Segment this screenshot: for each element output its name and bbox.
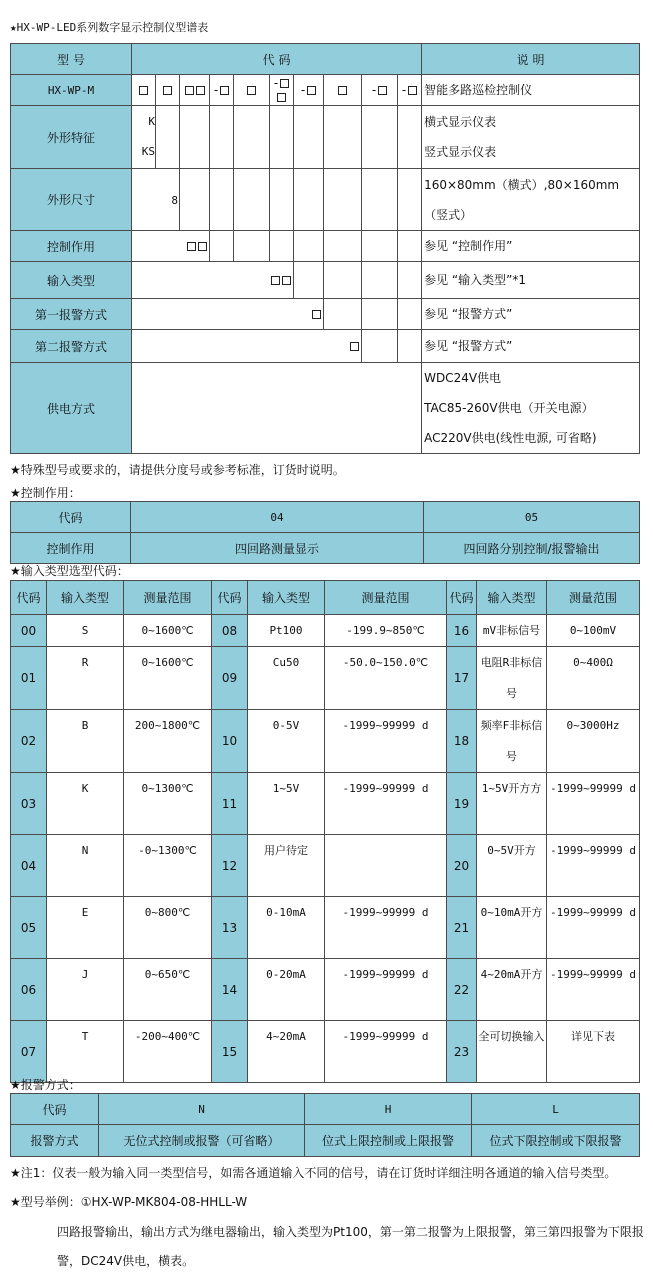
input-code-cell: 06 [11,959,47,1021]
power-option-dc24v: WDC24V供电 [424,371,502,385]
control-code-05: 05 [424,502,640,533]
input-type-cell: 0-10mA [248,897,325,959]
code-box-7: - [294,75,324,106]
alarm1-label: 第一报警方式 [11,299,132,330]
input-type-cell: J [47,959,124,1021]
input-type-label: 输入类型 [11,262,132,299]
input-range-cell: -1999~99999 d [547,959,640,1021]
input-code-cell: 23 [447,1021,477,1083]
th-code-1: 代码 [11,581,47,615]
th-type-1: 输入类型 [47,581,124,615]
code-box-2 [156,75,180,106]
control-action-05: 四回路分别控制/报警输出 [424,533,640,564]
alarm2-code [132,330,362,363]
input-range-cell: 0~3000Hz [547,710,640,773]
code-box-1 [132,75,156,106]
input-code-cell: 15 [212,1021,248,1083]
input-range-cell: 200~1800℃ [124,710,212,773]
control-action-label: 控制作用 [11,231,132,262]
input-range-cell: 0~400Ω [547,647,640,710]
input-type-cell: S [47,615,124,647]
input-code-cell: 21 [447,897,477,959]
alarm-code-l: L [472,1094,640,1125]
control-action-04: 四回路测量显示 [131,533,424,564]
example-text: 四路报警输出，输出方式为继电器输出，输入类型为Pt100，第一第二报警为上限报警，第三第四报警为下限报警，DC24V供电，横表。 [57,1225,644,1268]
input-range-cell: 0~1600℃ [124,647,212,710]
input-table-row [11,647,640,710]
input-range-cell: 0~100mV [547,615,640,647]
alarm-mode-table [10,1093,640,1157]
page-title: ★HX-WP-LED系列数字显示控制仪型谱表 [10,21,209,34]
shape-desc-horizontal: 横式显示仪表 [424,115,497,129]
input-type-cell: B [47,710,124,773]
alarm-mode-n: 无位式控制或报警（可省略） [99,1125,305,1157]
code-box-3 [180,75,210,106]
input-code-cell: 16 [447,615,477,647]
input-table-row [11,615,640,647]
input-section-title: ★输入类型选型代码： [10,564,129,578]
th-range-2: 测量范围 [325,581,447,615]
input-type-cell: K [47,773,124,835]
input-code-cell: 13 [212,897,248,959]
control-action-table [10,501,640,564]
shape-code-k: K [148,115,155,128]
input-type-cell: 0~5V开方 [477,835,547,897]
input-type-cell: Cu50 [248,647,325,710]
power-options [422,363,640,454]
shape-feature-label: 外形特征 [11,106,132,169]
shape-desc-vertical: 竖式显示仪表 [424,145,497,159]
code-box-4: - [210,75,234,106]
input-range-cell: -1999~99999 d [547,835,640,897]
input-type-desc: 参见 “输入类型”*1 [422,262,640,299]
alarm1-code [132,299,324,330]
input-range-cell [325,835,447,897]
control-action-header: 控制作用 [11,533,131,564]
input-code-cell: 22 [447,959,477,1021]
alarm2-label: 第二报警方式 [11,330,132,363]
shape-size-desc: 160×80mm（横式）,80×160mm（竖式） [422,169,640,231]
input-range-cell: -200~400℃ [124,1021,212,1083]
shape-feature-codes [132,106,156,169]
input-code-cell: 00 [11,615,47,647]
input-code-cell: 02 [11,710,47,773]
input-table-row [11,835,640,897]
alarm1-desc: 参见 “报警方式” [422,299,640,330]
shape-size-code-cell [132,169,180,231]
control-code-header: 代码 [11,502,131,533]
input-type-cell: 用户待定 [248,835,325,897]
input-range-cell: 0~1300℃ [124,773,212,835]
input-code-cell: 12 [212,835,248,897]
input-code-cell: 17 [447,647,477,710]
alarm-mode-header: 报警方式 [11,1125,99,1157]
th-type-2: 输入类型 [248,581,325,615]
th-range-1: 测量范围 [124,581,212,615]
input-range-cell: -1999~99999 d [325,773,447,835]
input-range-cell: 0~1600℃ [124,615,212,647]
input-range-cell: -1999~99999 d [547,773,640,835]
code-box-8 [324,75,362,106]
input-type-cell: 0-5V [248,710,325,773]
th-code-3: 代码 [447,581,477,615]
input-table-row [11,1021,640,1083]
shape-size-code: 8 [171,193,178,207]
input-range-cell: 0~650℃ [124,959,212,1021]
input-type-rows [11,615,640,1083]
input-type-cell: 4~20mA [248,1021,325,1083]
code-box-5 [234,75,270,106]
code-box-10: - [398,75,422,106]
input-type-cell: Pt100 [248,615,325,647]
input-code-cell: 14 [212,959,248,1021]
code-box-9: - [362,75,398,106]
alarm-mode-l: 位式下限控制或下限报警 [472,1125,640,1157]
input-table-row [11,959,640,1021]
control-action-code [132,231,210,262]
input-code-cell: 07 [11,1021,47,1083]
shape-code-ks: KS [141,145,155,158]
input-type-cell: mV非标信号 [477,615,547,647]
power-option-ac85-260v: TAC85-260V供电（开关电源） [424,401,594,415]
th-type-3: 输入类型 [477,581,547,615]
input-type-cell: E [47,897,124,959]
special-note: ★特殊型号或要求的，请提供分度号或参考标准，订货时说明。 [10,463,345,477]
input-type-cell: 0-20mA [248,959,325,1021]
input-type-code [132,262,294,299]
model-name: HX-WP-M [11,75,132,106]
control-section-title: ★控制作用： [10,486,81,500]
shape-feature-desc [422,106,640,169]
model-desc: 智能多路巡检控制仪 [422,75,640,106]
alarm-code-header: 代码 [11,1094,99,1125]
input-range-cell: -199.9~850℃ [325,615,447,647]
input-type-cell: 4~20mA开方 [477,959,547,1021]
input-type-cell: 1~5V开方方 [477,773,547,835]
header-code: 代 码 [132,44,422,75]
input-range-cell: -50.0~150.0℃ [325,647,447,710]
power-option-ac220v: AC220V供电(线性电源, 可省略) [424,431,597,445]
example-title: ★型号举例：①HX-WP-MK804-08-HHLL-W [10,1195,248,1209]
input-type-cell: T [47,1021,124,1083]
input-type-cell: N [47,835,124,897]
input-table-row [11,710,640,773]
input-range-cell: -1999~99999 d [325,959,447,1021]
alarm2-desc: 参见 “报警方式” [422,330,640,363]
note-1: ★注1：仪表一般为输入同一类型信号，如需各通道输入不同的信号，请在订货时详细注明各通道的输入信号类型。 [10,1166,617,1180]
alarm-code-h: H [305,1094,472,1125]
input-code-cell: 09 [212,647,248,710]
input-table-row [11,773,640,835]
header-desc: 说 明 [422,44,640,75]
shape-size-label: 外形尺寸 [11,169,132,231]
th-range-3: 测量范围 [547,581,640,615]
model-spectrum-table [10,43,640,454]
input-code-cell: 11 [212,773,248,835]
code-box-6: - [270,75,294,106]
input-type-cell: 0~10mA开方 [477,897,547,959]
input-range-cell: -1999~99999 d [547,897,640,959]
input-table-row [11,897,640,959]
alarm-section-title: ★报警方式： [10,1078,81,1092]
input-code-cell: 10 [212,710,248,773]
control-code-04: 04 [131,502,424,533]
input-type-table [10,580,640,1083]
input-code-cell: 19 [447,773,477,835]
power-label: 供电方式 [11,363,132,454]
input-range-cell: -1999~99999 d [325,1021,447,1083]
header-model: 型 号 [11,44,132,75]
input-type-cell: R [47,647,124,710]
input-range-cell: -0~1300℃ [124,835,212,897]
input-range-cell: -1999~99999 d [325,710,447,773]
input-range-cell: 0~800℃ [124,897,212,959]
input-code-cell: 20 [447,835,477,897]
input-range-cell: 详见下表 [547,1021,640,1083]
input-code-cell: 01 [11,647,47,710]
input-type-cell: 1~5V [248,773,325,835]
input-range-cell: -1999~99999 d [325,897,447,959]
alarm-code-n: N [99,1094,305,1125]
input-code-cell: 04 [11,835,47,897]
alarm-mode-h: 位式上限控制或上限报警 [305,1125,472,1157]
input-code-cell: 05 [11,897,47,959]
input-code-cell: 08 [212,615,248,647]
input-type-cell: 电阻R非标信号 [477,647,547,710]
input-type-cell: 全可切换输入 [477,1021,547,1083]
th-code-2: 代码 [212,581,248,615]
input-type-cell: 频率F非标信号 [477,710,547,773]
input-code-cell: 03 [11,773,47,835]
control-action-desc: 参见 “控制作用” [422,231,640,262]
input-code-cell: 18 [447,710,477,773]
